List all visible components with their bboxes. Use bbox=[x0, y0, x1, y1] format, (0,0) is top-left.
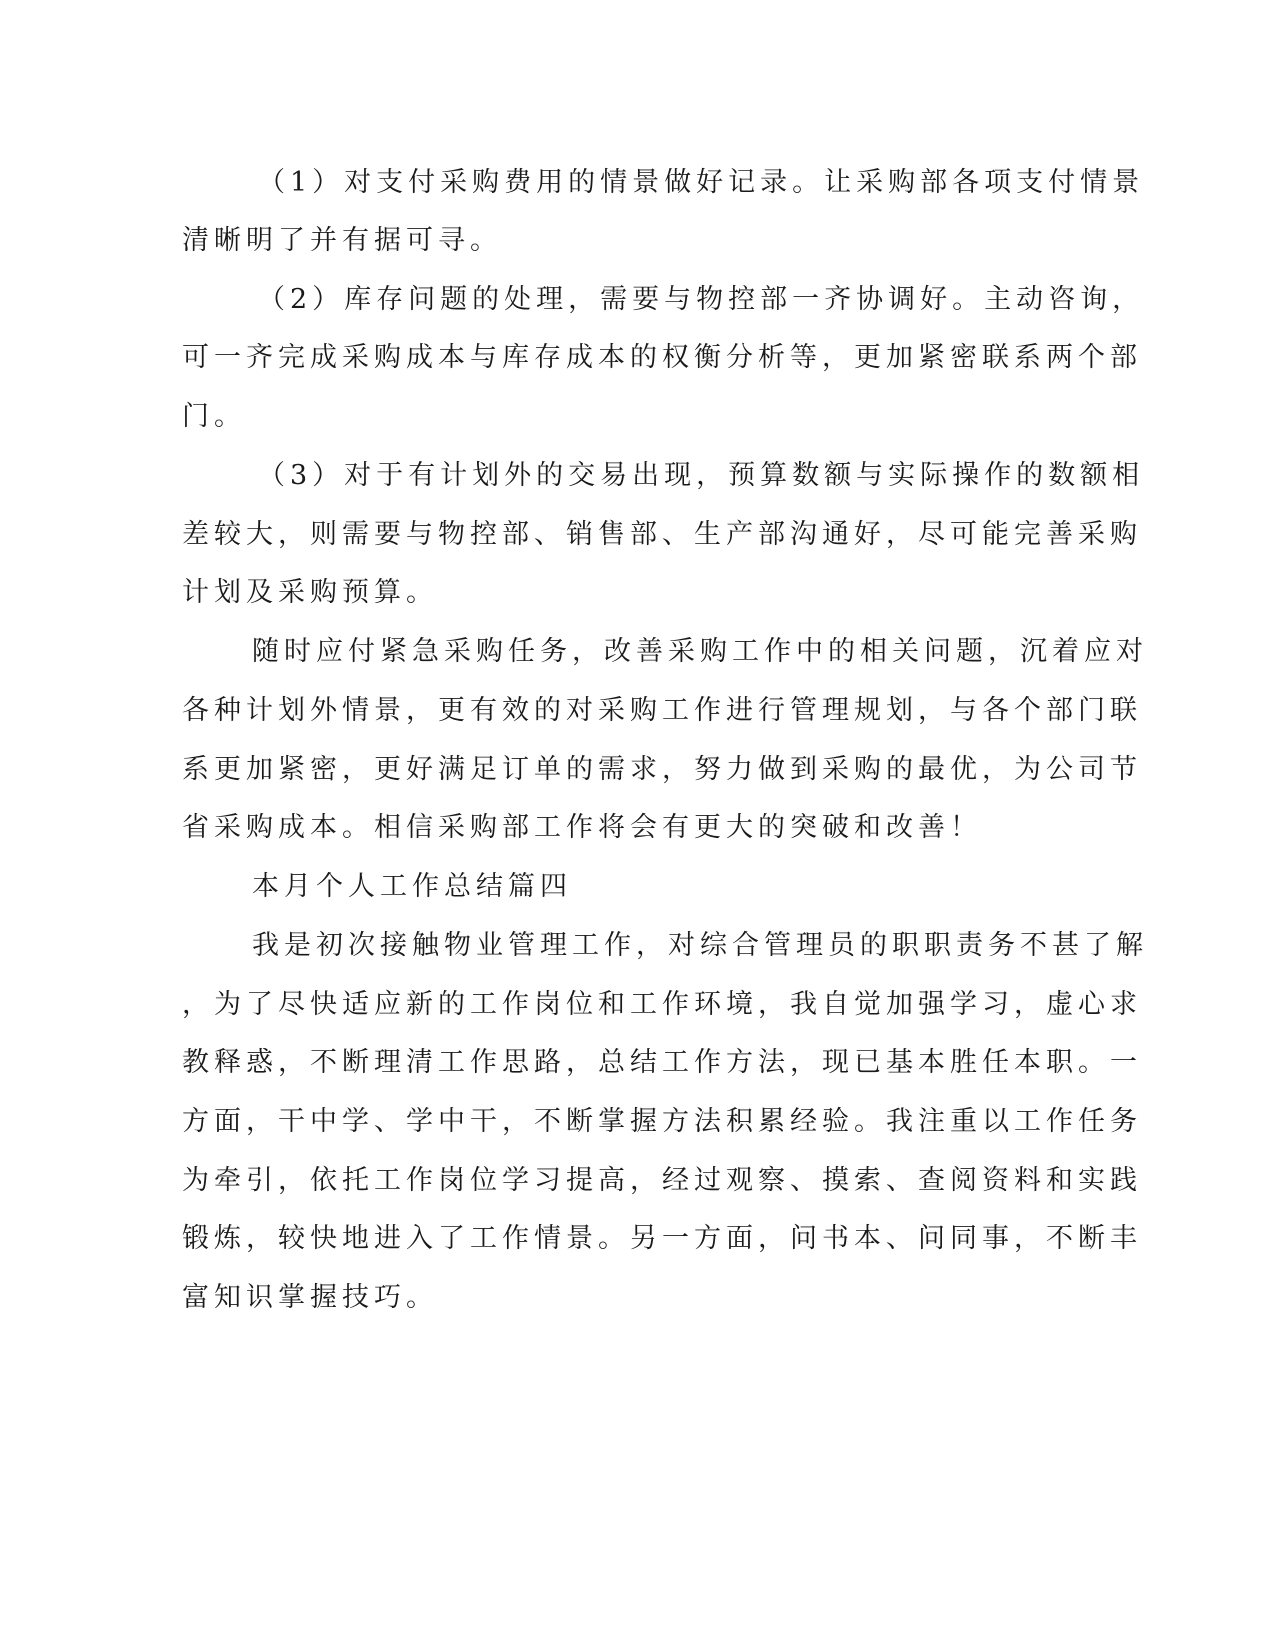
paragraph-5-line-1: 我是初次接触物业管理工作，对综合管理员的职职责务不甚了解 bbox=[252, 930, 1148, 961]
paragraph-5-line-6: 锻炼，较快地进入了工作情景。另一方面，问书本、问同事，不断丰 bbox=[182, 1223, 1142, 1254]
section-heading: 本月个人工作总结篇四 bbox=[252, 871, 572, 902]
paragraph-3-line-1: （3）对于有计划外的交易出现，预算数额与实际操作的数额相 bbox=[258, 460, 1145, 491]
paragraph-2-line-3: 门。 bbox=[182, 401, 246, 432]
paragraph-4-line-3: 系更加紧密，更好满足订单的需求，努力做到采购的最优，为公司节 bbox=[182, 754, 1142, 785]
paragraph-2-line-2: 可一齐完成采购成本与库存成本的权衡分析等，更加紧密联系两个部 bbox=[182, 342, 1142, 373]
paragraph-4-line-4: 省采购成本。相信采购部工作将会有更大的突破和改善！ bbox=[182, 812, 982, 843]
paragraph-3-line-2: 差较大，则需要与物控部、销售部、生产部沟通好，尽可能完善采购 bbox=[182, 519, 1142, 550]
paragraph-1-line-1: （1）对支付采购费用的情景做好记录。让采购部各项支付情景 bbox=[258, 167, 1145, 198]
paragraph-5-line-4: 方面，干中学、学中干，不断掌握方法积累经验。我注重以工作任务 bbox=[182, 1106, 1142, 1137]
paragraph-5-line-5: 为牵引，依托工作岗位学习提高，经过观察、摸索、查阅资料和实践 bbox=[182, 1165, 1142, 1196]
paragraph-1-line-2: 清晰明了并有据可寻。 bbox=[182, 225, 502, 256]
paragraph-3-line-3: 计划及采购预算。 bbox=[182, 577, 438, 608]
paragraph-5-line-3: 教释惑，不断理清工作思路，总结工作方法，现已基本胜任本职。一 bbox=[182, 1047, 1142, 1078]
paragraph-4-line-2: 各种计划外情景，更有效的对采购工作进行管理规划，与各个部门联 bbox=[182, 695, 1142, 726]
paragraph-5-line-7: 富知识掌握技巧。 bbox=[182, 1282, 438, 1313]
paragraph-2-line-1: （2）库存问题的处理，需要与物控部一齐协调好。主动咨询， bbox=[258, 284, 1145, 315]
paragraph-5-line-2: ，为了尽快适应新的工作岗位和工作环境，我自觉加强学习，虚心求 bbox=[182, 989, 1142, 1020]
paragraph-4-line-1: 随时应付紧急采购任务，改善采购工作中的相关问题，沉着应对 bbox=[252, 636, 1148, 667]
